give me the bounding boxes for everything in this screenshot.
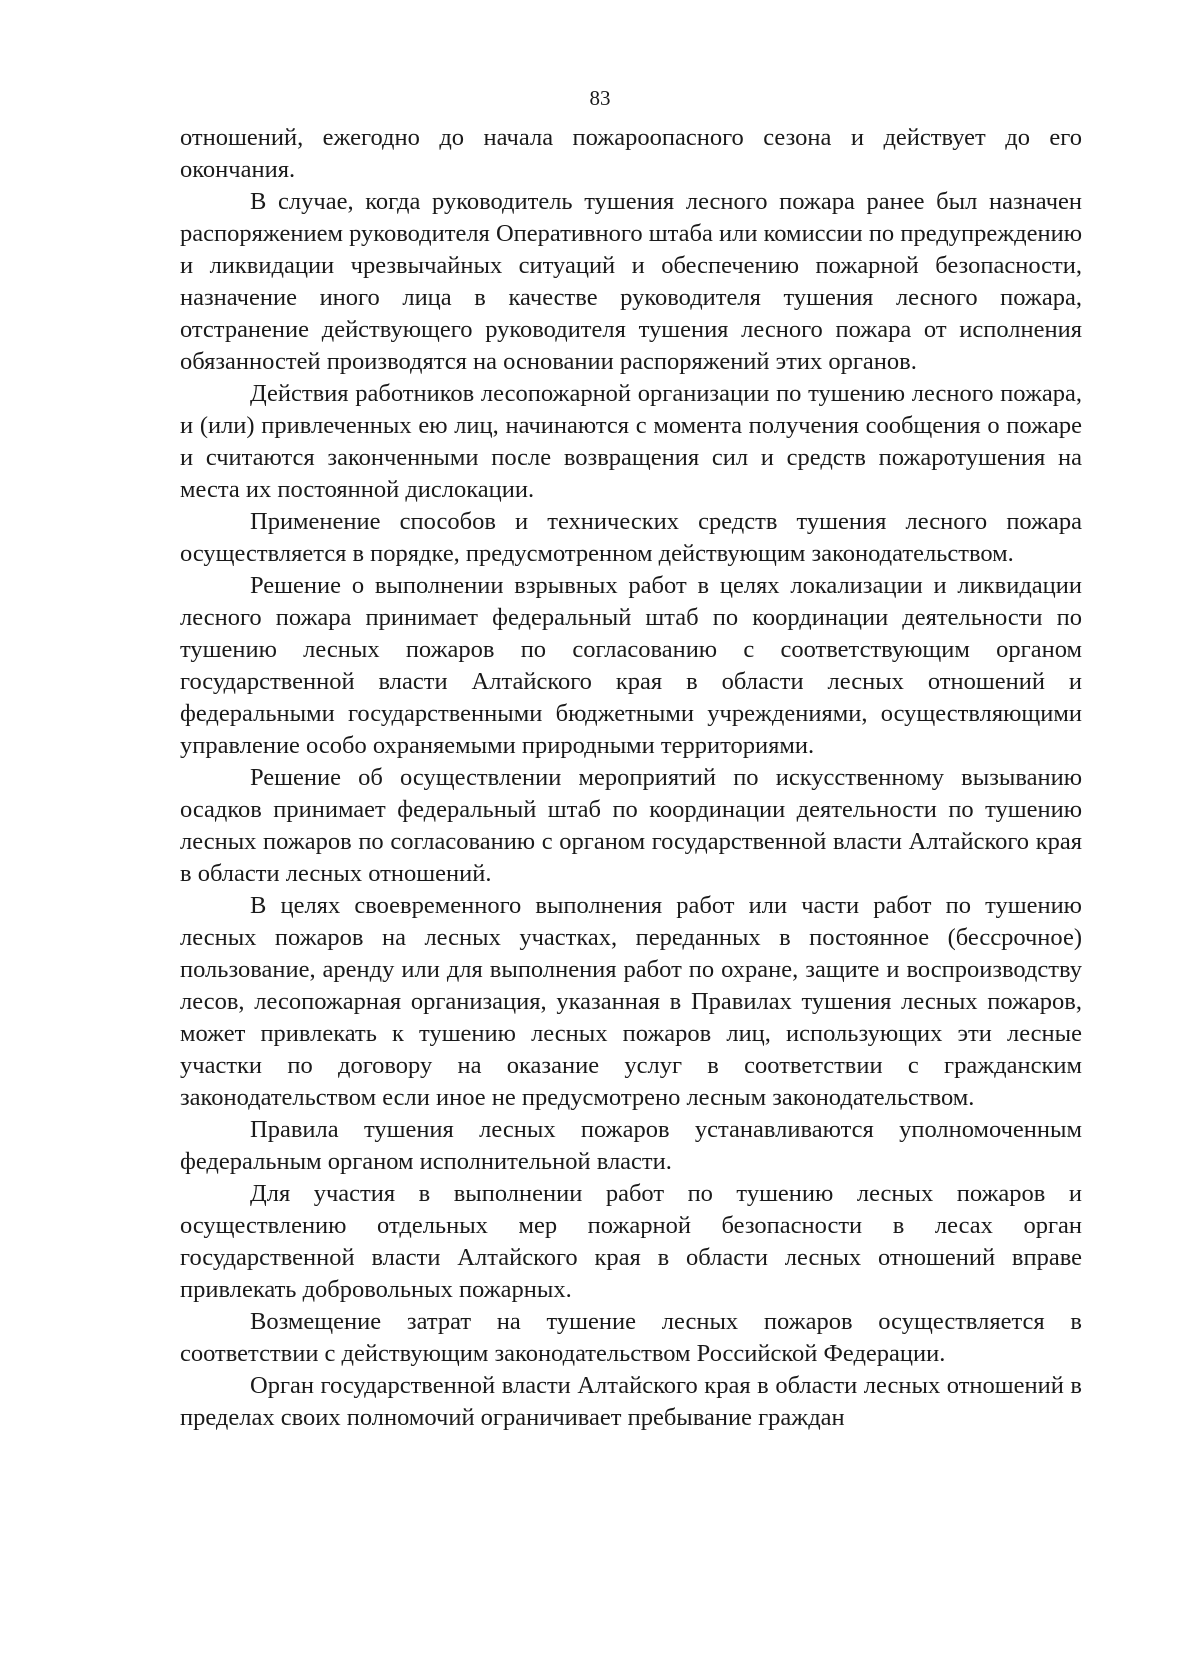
paragraph: Правила тушения лесных пожаров устанавливаются уполномоченным федеральным органом исполнительной власти. [180, 1116, 1082, 1175]
page-number: 83 [589, 86, 611, 110]
paragraph: Применение способов и технических средств тушения лесного пожара осуществляется в порядке, предусмотренном действующим законодательством. [180, 508, 1082, 567]
paragraph: Возмещение затрат на тушение лесных пожаров осуществляется в соответствии с действующим законодательством Российской Федерации. [180, 1308, 1082, 1367]
paragraph: Для участия в выполнении работ по тушению лесных пожаров и осуществлению отдельных мер пожарной безопасности в лесах орган государственной власти Алтайского края в области лесных отношений вправе привлекать добровольных пожарных. [180, 1180, 1082, 1303]
paragraph: отношений, ежегодно до начала пожароопасного сезона и действует до его окончания. [180, 124, 1082, 183]
paragraph: Решение о выполнении взрывных работ в целях локализации и ликвидации лесного пожара принимает федеральный штаб по координации деятельности по тушению лесных пожаров по согласованию с соответствующим органом государственной власти Алтайского края в области лесных отношений и федеральными государственными бюджетными учреждениями, осуществляющими управление особо охраняемыми природными территориями. [180, 572, 1082, 759]
document-body [180, 122, 1082, 1434]
paragraph: В целях своевременного выполнения работ или части работ по тушению лесных пожаров на лесных участках, переданных в постоянное (бессрочное) пользование, аренду или для выполнения работ по охране, защите и воспроизводству лесов, лесопожарная организация, указанная в Правилах тушения лесных пожаров, может привлекать к тушению лесных пожаров лиц, использующих эти лесные участки по договору на оказание услуг в соответствии с гражданским законодательством если иное не предусмотрено лесным законодательством. [180, 892, 1082, 1111]
paragraph: Орган государственной власти Алтайского края в области лесных отношений в пределах своих полномочий ограничивает пребывание граждан [180, 1372, 1082, 1431]
paragraph: Решение об осуществлении мероприятий по искусственному вызыванию осадков принимает федеральный штаб по координации деятельности по тушению лесных пожаров по согласованию с органом государственной власти Алтайского края в области лесных отношений. [180, 764, 1082, 887]
paragraph: В случае, когда руководитель тушения лесного пожара ранее был назначен распоряжением руководителя Оперативного штаба или комиссии по предупреждению и ликвидации чрезвычайных ситуаций и обеспечению пожарной безопасности, назначение иного лица в качестве руководителя тушения лесного пожара, отстранение действующего руководителя тушения лесного пожара от исполнения обязанностей производятся на основании распоряжений этих органов. [180, 188, 1082, 375]
paragraph: Действия работников лесопожарной организации по тушению лесного пожара, и (или) привлеченных ею лиц, начинаются с момента получения сообщения о пожаре и считаются законченными после возвращения сил и средств пожаротушения на места их постоянной дислокации. [180, 380, 1082, 503]
